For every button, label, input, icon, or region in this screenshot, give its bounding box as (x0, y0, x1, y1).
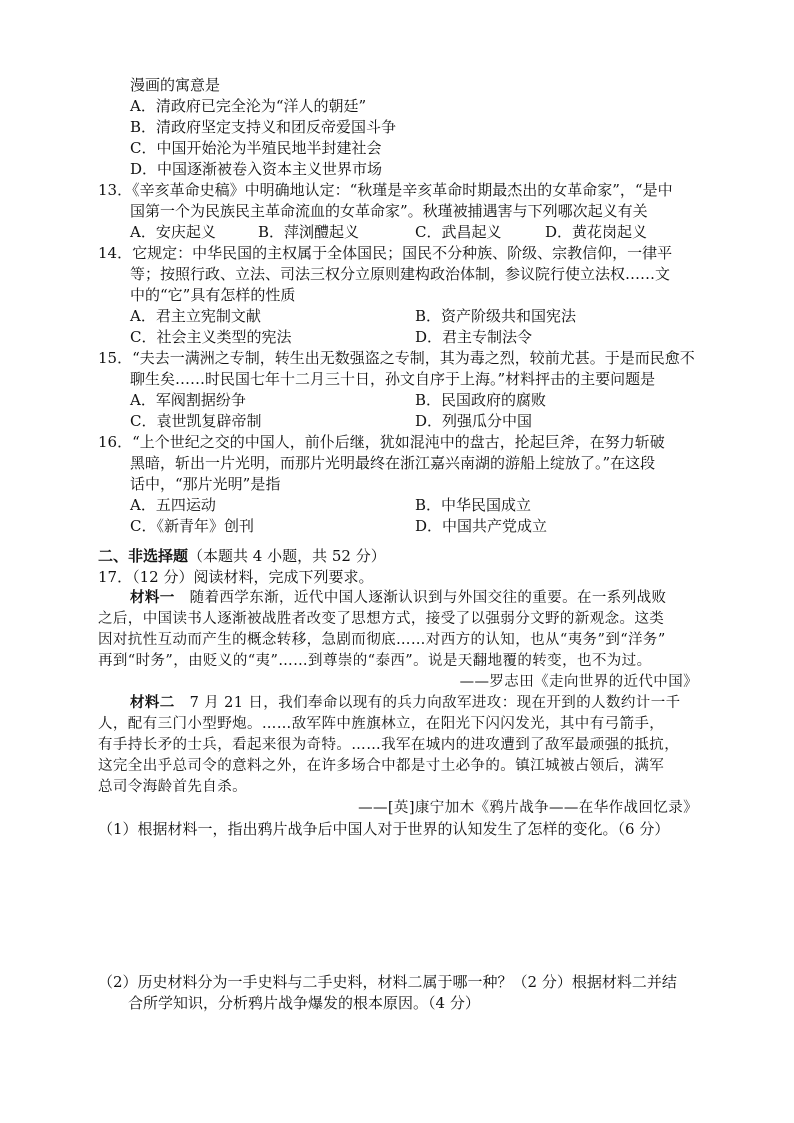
q16-stem-line2: 黑暗，斩出一片光明，而那片光明最终在浙江嘉兴南湖的游船上绽放了。”在这段 (130, 454, 656, 472)
q17-material1-line1 (130, 588, 666, 608)
q14-option-c: C．社会主义类型的宪法 (130, 328, 292, 346)
q15-stem-line1: 15．“夫去一满洲之专制，转生出无数强盗之专制，其为毒之烈，较前尤甚。于是而民愈不 (98, 349, 695, 367)
q17-intro: 17．（12 分）阅读材料，完成下列要求。 (98, 568, 374, 586)
q12-stem-tail: 漫画的寓意是 (130, 76, 221, 94)
q16-option-d: D．中国共产党成立 (415, 517, 548, 535)
q14-option-a: A．君主立宪制文献 (130, 307, 261, 325)
q17-subquestion-1: （1）根据材料一，指出鸦片战争后中国人对于世界的认知发生了怎样的变化。（6 分） (98, 820, 670, 838)
material2-text: 7 月 21 日，我们奉命以现有的兵力向敌军进攻：现在开到的人数约计一千 (174, 695, 681, 711)
q12-option-c: C．中国开始沦为半殖民地半封建社会 (130, 139, 382, 157)
q13-stem-line2: 国第一个为民族民主革命流血的女革命家”。秋瑾被捕遇害与下列哪次起义有关 (130, 202, 648, 220)
q12-option-a: A．清政府已完全沦为“洋人的朝廷” (130, 97, 367, 115)
q16-stem-line1: 16．“上个世纪之交的中国人，前仆后继，犹如混沌中的盘古，抡起巨斧，在努力斩破 (98, 433, 665, 451)
q12-option-b: B．清政府坚定支持义和团反帝爱国斗争 (130, 118, 397, 136)
q13-option-d: D．黄花岗起义 (545, 223, 648, 241)
q17-material2-line3: 有手持长矛的士兵，看起来很为奇特。……我军在城内的进攻遭到了敌军最顽强的抵抗， (98, 737, 680, 753)
q16-option-c: C．《新青年》创刊 (130, 517, 254, 535)
q15-stem-line2: 聊生矣……时民国七年十二月三十日，孙文自序于上海。”材料抨击的主要问题是 (130, 370, 656, 388)
q14-option-b: B．资产阶级共和国宪法 (415, 307, 577, 325)
q15-option-c: C．袁世凯复辟帝制 (130, 412, 262, 430)
material2-label: 材料二 (130, 694, 175, 711)
q16-option-b: B．中华民国成立 (415, 496, 532, 514)
q16-option-a: A．五四运动 (130, 496, 216, 514)
q17-material1-line3: 因对抗性互动而产生的概念转移，急剧而彻底……对西方的认知，也从“夷务”到“洋务” (98, 632, 666, 648)
q17-material1-line2: 之后，中国读书人逐渐被战胜者改变了思想方式，接受了以强弱分文野的新观念。这类 (98, 611, 665, 627)
q14-stem-line1: 14．它规定：中华民国的主权属于全体国民；国民不分种族、阶级、宗教信仰，一律平 (98, 244, 673, 262)
q13-option-a: A．安庆起义 (130, 223, 216, 241)
q17-subquestion-2-line1: （2）历史材料分为一手史料与二手史料，材料二属于哪一种？（2 分）根据材料二并结 (98, 973, 677, 991)
q17-material2-line2: 人，配有三门小型野炮。……敌军阵中旌旗林立，在阳光下闪闪发光，其中有弓箭手， (98, 716, 665, 732)
q12-option-d: D．中国逐渐被卷入资本主义世界市场 (130, 160, 383, 178)
q17-material1-source: ——罗志田《走向世界的近代中国》 (459, 674, 698, 690)
q17-material2-line5: 总司令海龄首先自杀。 (98, 779, 247, 795)
section2-title: 二、非选择题 (98, 547, 189, 565)
q15-option-b: B．民国政府的腐败 (415, 391, 547, 409)
q17-subquestion-2-line2: 合所学知识，分析鸦片战争爆发的根本原因。（4 分） (128, 994, 480, 1012)
q14-option-d: D．君主专制法令 (415, 328, 533, 346)
q17-material2-line1 (130, 693, 681, 713)
q17-material1-line4: 再到“时务”，由贬义的“夷”……到尊崇的“泰西”。说是天翻地覆的转变，也不为过。 (98, 653, 652, 669)
q15-option-d: D．列强瓜分中国 (415, 412, 533, 430)
material1-label: 材料一 (130, 589, 175, 606)
material1-text: 随着西学东渐，近代中国人逐渐认识到与外国交往的重要。在一系列战败 (174, 590, 667, 606)
q17-material2-source: ——[英]康宁加木《鸦片战争——在华作战回忆录》 (358, 800, 698, 816)
q16-stem-line3: 话中，“那片光明”是指 (130, 475, 281, 493)
q14-stem-line2: 等；按照行政、立法、司法三权分立原则建构政治体制，参议院行使立法权……文 (130, 265, 671, 283)
q14-stem-line3: 中的“它”具有怎样的性质 (130, 286, 296, 304)
q13-stem-line1: 13．《辛亥革命史稿》中明确地认定：“秋瑾是辛亥革命时期最杰出的女革命家”，“是中 (98, 181, 673, 199)
section2-note: （本题共 4 小题，共 52 分） (188, 547, 386, 565)
q13-option-b: B．萍浏醴起义 (258, 223, 360, 241)
q15-option-a: A．军阀割据纷争 (130, 391, 246, 409)
q17-material2-line4: 这完全出乎总司令的意料之外，在许多场合中都是寸土必争的。镇江城被占领后，满军 (98, 758, 665, 774)
q13-option-c: C．武昌起义 (415, 223, 502, 241)
section2-heading (98, 546, 386, 566)
